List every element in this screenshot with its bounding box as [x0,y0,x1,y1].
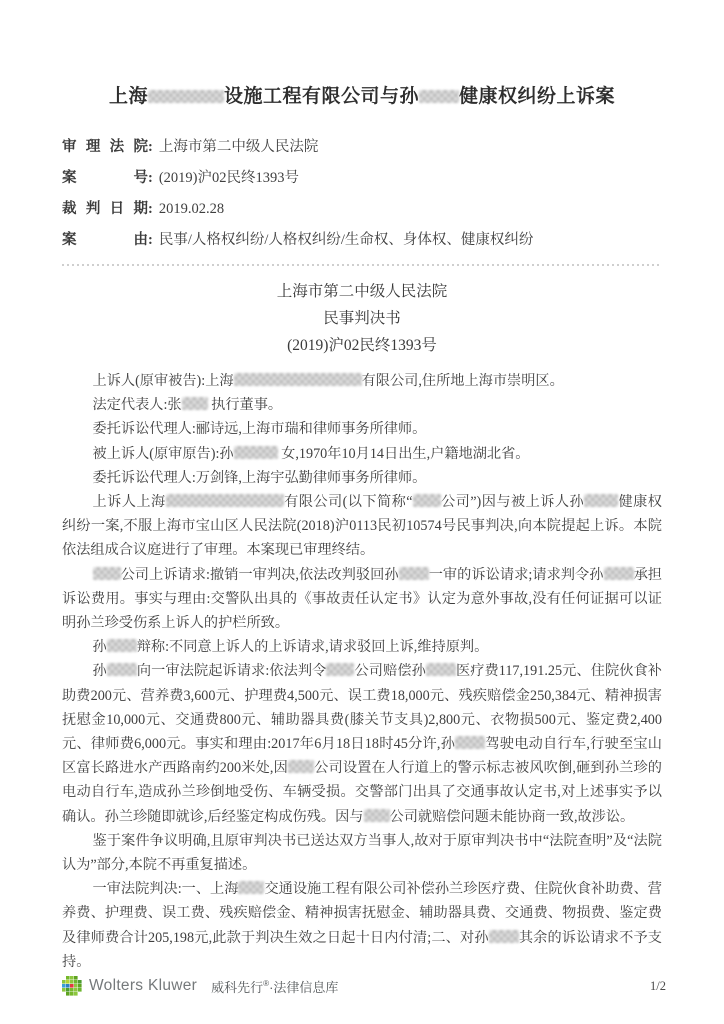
body-paragraph: 上诉人上海 有限公司(以下简称“ 公司”)因与被上诉人孙 健康权纠纷一案,不服上海市宝山区人民法院(2018)沪0113民初10574号民事判决,向本院提起上诉。本院依法组成合议庭进行了审理。本案现已审理终结。 [62,494,662,559]
redacted-text [364,809,390,822]
meta-row [62,200,662,219]
redacted-text [182,397,208,410]
meta-label: 审理法院 [62,139,148,155]
body-paragraph: 委托诉讼代理人:万剑锋,上海宇弘勤律师事务所律师。 [92,469,427,486]
redacted-text [455,736,485,749]
body-paragraph: 鉴于案件争议明确,且原审判决书已送达双方当事人,故对于原审判决书中“法院查明”及“法院认为”部分,本院不再重复描述。 [62,832,662,874]
redacted-text [489,930,519,943]
metadata [62,138,662,250]
redacted-text [107,639,137,652]
meta-colon: : [148,201,153,217]
redacted-text [584,494,618,507]
redacted-text [288,760,314,773]
meta-row [62,169,662,188]
redacted-text [107,663,137,676]
product-suffix: 法律信息库 [273,979,339,995]
body-paragraph: 被上诉人(原审原告):孙 女,1970年10月14日出生,户籍地湖北省。 [92,445,530,462]
meta-value: (2019)沪02民终1393号 [158,170,300,186]
meta-row [62,231,662,250]
meta-value: 民事/人格权纠纷/人格权纠纷/生命权、身体权、健康权纠纷 [158,232,534,248]
redacted-text [604,567,634,580]
wolters-kluwer-logo-icon [62,976,82,996]
redacted-text [413,494,441,507]
redacted-text [93,567,121,580]
document-title: 上海 设施工程有限公司与孙 健康权纠纷上诉案 [108,86,616,107]
body-paragraph: 孙 辩称:不同意上诉人的上诉请求,请求驳回上诉,维持原判。 [92,639,489,656]
body-paragraph: 上诉人(原审被告):上海 有限公司,住所地上海市崇明区。 [92,373,564,389]
product-name [211,977,338,996]
brand-name: Wolters Kluwer [89,977,198,994]
judgment-header [62,278,662,359]
body-paragraph: 委托诉讼代理人:郦诗远,上海市瑞和律师事务所律师。 [92,421,427,438]
page-indicator: 1/2 [650,978,666,993]
meta-row [62,138,662,157]
case-number: (2019)沪02民终1393号 [287,337,437,354]
meta-value: 2019.02.28 [158,201,225,217]
footer [62,976,666,996]
redacted-text [234,373,362,386]
meta-colon: : [148,170,153,186]
body-paragraph: 公司上诉请求:撤销一审判决,依法改判驳回孙 一审的诉讼请求;请求判令孙 承担诉讼费用。事实与理由:交警队出具的《事故责任认定书》认定为意外事故,没有任何证据可以证明孙兰珍受伤系上诉人的护栏所致。 [62,566,662,632]
doc-type: 民事判决书 [323,310,401,327]
meta-colon: : [148,232,153,248]
registered-mark: ® [263,978,270,988]
redacted-text [399,567,429,580]
meta-colon: : [148,139,153,155]
meta-value: 上海市第二中级人民法院 [158,139,319,155]
body [62,369,662,974]
meta-label: 案由 [62,232,148,248]
redacted-text [234,446,278,459]
body-paragraph: 法定代表人:张 执行董事。 [92,397,283,414]
section-divider [62,264,662,266]
product-separator: · [269,979,274,995]
redacted-text [426,663,456,676]
redacted-text [419,90,459,103]
body-paragraph: 一审法院判决:一、上海 交通设施工程有限公司补偿孙兰珍医疗费、住院伙食补助费、营养费、护理费、误工费、残疾赔偿金、精神损害抚慰金、辅助器具费、交通费、物损费、鉴定费及律师费合计205,198元,此款于判决生效之日起十日内付清;二、对孙 其余的诉讼请求不予支持。 [62,881,662,970]
body-paragraph: 孙 向一审法院起诉请求:依法判令 公司赔偿孙 医疗费117,191.25元、住院伙食补助费200元、营养费3,600元、护理费4,500元、误工费18,000元、残疾赔偿金250,384元、精神损害抚慰金10,000元、交通费800元、辅助器具费(膝关节支具)2,800元、衣物损500元、鉴定费2,400元、律师费6,000元。事实和理由:2017年6月18日18时45分许,孙 驾驶电动自行车,行驶至宝山区富长路进水产西路南约200米处,因 公司设置在人行道上的警示标志被风吹倒,砸到孙兰珍的电动自行车,造成孙兰珍倒地受伤、车辆受损。交警部门出具了交通事故认定书,对上述事实予以确认。孙兰珍随即就诊,后经鉴定构成伤残。因与 公司就赔偿问题未能协商一致,故涉讼。 [62,663,662,825]
redacted-text [148,90,224,103]
product-name-text: 威科先行 [211,979,264,995]
footer-brand-group [62,976,338,996]
court-name: 上海市第二中级人民法院 [276,283,448,300]
redacted-text [238,881,264,894]
redacted-text [166,494,284,507]
meta-label: 案号 [62,170,148,186]
redacted-text [326,663,354,676]
meta-label: 裁判日期 [62,201,148,217]
